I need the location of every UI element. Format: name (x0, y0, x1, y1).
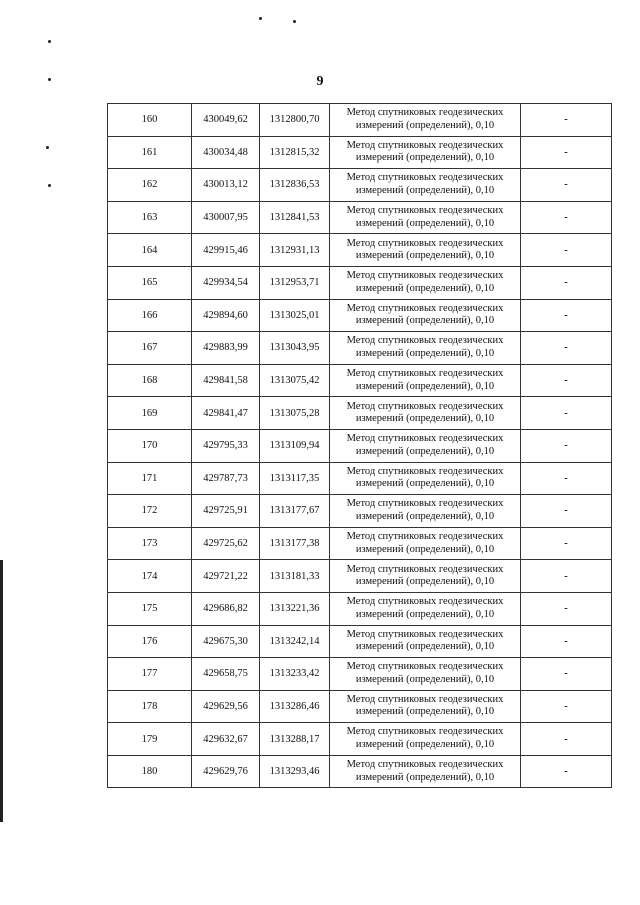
method-cell (330, 332, 521, 365)
method-cell (330, 429, 521, 462)
table-row (108, 364, 612, 397)
method-line-1: Метод спутниковых геодезических (346, 563, 504, 575)
method-line-2: измерений (определений), 0,10 (355, 413, 495, 425)
method-cell (330, 755, 521, 788)
description-cell: - (521, 723, 612, 756)
x-coordinate-cell: 429629,56 (192, 690, 260, 723)
table-row (108, 136, 612, 169)
method-line-1: Метод спутниковых геодезических (346, 693, 504, 705)
method-cell (330, 397, 521, 430)
method-cell (330, 625, 521, 658)
method-line-2: измерений (определений), 0,10 (355, 771, 495, 783)
method-line-2: измерений (определений), 0,10 (355, 315, 495, 327)
x-coordinate-cell: 429795,33 (192, 429, 260, 462)
y-coordinate-cell: 1312836,53 (260, 169, 330, 202)
x-coordinate-cell: 430049,62 (192, 104, 260, 137)
description-cell: - (521, 690, 612, 723)
table-row (108, 658, 612, 691)
x-coordinate-cell: 430007,95 (192, 201, 260, 234)
method-line-2: измерений (определений), 0,10 (355, 673, 495, 685)
method-cell (330, 201, 521, 234)
method-cell (330, 266, 521, 299)
method-line-2: измерений (определений), 0,10 (355, 608, 495, 620)
description-cell: - (521, 462, 612, 495)
point-number-cell: 180 (108, 755, 192, 788)
method-line-1: Метод спутниковых геодезических (346, 628, 504, 640)
table-row (108, 234, 612, 267)
method-cell (330, 462, 521, 495)
description-cell: - (521, 625, 612, 658)
x-coordinate-cell: 429841,58 (192, 364, 260, 397)
table-row (108, 462, 612, 495)
method-line-1: Метод спутниковых геодезических (346, 726, 504, 738)
table-row (108, 397, 612, 430)
table-row (108, 266, 612, 299)
point-number-cell: 165 (108, 266, 192, 299)
method-line-1: Метод спутниковых геодезических (346, 302, 504, 314)
method-cell (330, 527, 521, 560)
method-line-1: Метод спутниковых геодезических (346, 530, 504, 542)
point-number-cell: 167 (108, 332, 192, 365)
y-coordinate-cell: 1313025,01 (260, 299, 330, 332)
method-line-1: Метод спутниковых геодезических (346, 498, 504, 510)
point-number-cell: 168 (108, 364, 192, 397)
x-coordinate-cell: 429915,46 (192, 234, 260, 267)
method-line-2: измерений (определений), 0,10 (355, 576, 495, 588)
point-number-cell: 176 (108, 625, 192, 658)
method-cell (330, 364, 521, 397)
x-coordinate-cell: 429725,91 (192, 495, 260, 528)
table-row (108, 495, 612, 528)
method-line-1: Метод спутниковых геодезических (346, 237, 504, 249)
description-cell: - (521, 527, 612, 560)
y-coordinate-cell: 1313181,33 (260, 560, 330, 593)
method-line-2: измерений (определений), 0,10 (355, 445, 495, 457)
y-coordinate-cell: 1312815,32 (260, 136, 330, 169)
method-line-1: Метод спутниковых геодезических (346, 335, 504, 347)
method-line-1: Метод спутниковых геодезических (346, 139, 504, 151)
point-number-cell: 162 (108, 169, 192, 202)
table-row (108, 104, 612, 137)
method-cell (330, 690, 521, 723)
point-number-cell: 178 (108, 690, 192, 723)
point-number-cell: 174 (108, 560, 192, 593)
description-cell: - (521, 266, 612, 299)
y-coordinate-cell: 1313286,46 (260, 690, 330, 723)
method-line-2: измерений (определений), 0,10 (355, 510, 495, 522)
point-number-cell: 160 (108, 104, 192, 137)
x-coordinate-cell: 429934,54 (192, 266, 260, 299)
y-coordinate-cell: 1313075,42 (260, 364, 330, 397)
method-line-2: измерений (определений), 0,10 (355, 250, 495, 262)
scan-mark (48, 184, 51, 187)
method-line-1: Метод спутниковых геодезических (346, 433, 504, 445)
table-row (108, 527, 612, 560)
method-cell (330, 234, 521, 267)
method-line-2: измерений (определений), 0,10 (355, 641, 495, 653)
method-line-1: Метод спутниковых геодезических (346, 759, 504, 771)
scan-mark (259, 17, 262, 20)
description-cell: - (521, 429, 612, 462)
x-coordinate-cell: 429894,60 (192, 299, 260, 332)
description-cell: - (521, 332, 612, 365)
coordinates-table-body (108, 104, 612, 788)
description-cell: - (521, 104, 612, 137)
method-line-1: Метод спутниковых геодезических (346, 204, 504, 216)
description-cell: - (521, 364, 612, 397)
table-row (108, 755, 612, 788)
method-line-2: измерений (определений), 0,10 (355, 282, 495, 294)
method-line-2: измерений (определений), 0,10 (355, 739, 495, 751)
method-cell (330, 723, 521, 756)
table-row (108, 332, 612, 365)
description-cell: - (521, 299, 612, 332)
y-coordinate-cell: 1313043,95 (260, 332, 330, 365)
y-coordinate-cell: 1312931,13 (260, 234, 330, 267)
description-cell: - (521, 592, 612, 625)
point-number-cell: 175 (108, 592, 192, 625)
description-cell: - (521, 397, 612, 430)
description-cell: - (521, 201, 612, 234)
method-line-2: измерений (определений), 0,10 (355, 347, 495, 359)
point-number-cell: 161 (108, 136, 192, 169)
description-cell: - (521, 755, 612, 788)
table-row (108, 592, 612, 625)
y-coordinate-cell: 1313177,38 (260, 527, 330, 560)
method-cell (330, 592, 521, 625)
method-cell (330, 658, 521, 691)
table-row (108, 169, 612, 202)
method-line-2: измерений (определений), 0,10 (355, 380, 495, 392)
x-coordinate-cell: 429787,73 (192, 462, 260, 495)
x-coordinate-cell: 429721,22 (192, 560, 260, 593)
method-line-1: Метод спутниковых геодезических (346, 465, 504, 477)
method-line-2: измерений (определений), 0,10 (355, 478, 495, 490)
point-number-cell: 173 (108, 527, 192, 560)
method-cell (330, 560, 521, 593)
method-cell (330, 136, 521, 169)
scan-mark (48, 40, 51, 43)
x-coordinate-cell: 429841,47 (192, 397, 260, 430)
y-coordinate-cell: 1313242,14 (260, 625, 330, 658)
x-coordinate-cell: 429675,30 (192, 625, 260, 658)
scan-mark (46, 146, 49, 149)
method-line-1: Метод спутниковых геодезических (346, 172, 504, 184)
description-cell: - (521, 658, 612, 691)
table-row (108, 690, 612, 723)
method-line-1: Метод спутниковых геодезических (346, 596, 504, 608)
point-number-cell: 163 (108, 201, 192, 234)
x-coordinate-cell: 429658,75 (192, 658, 260, 691)
x-coordinate-cell: 430034,48 (192, 136, 260, 169)
x-coordinate-cell: 429883,99 (192, 332, 260, 365)
y-coordinate-cell: 1313075,28 (260, 397, 330, 430)
y-coordinate-cell: 1313117,35 (260, 462, 330, 495)
method-line-1: Метод спутниковых геодезических (346, 661, 504, 673)
method-line-2: измерений (определений), 0,10 (355, 543, 495, 555)
y-coordinate-cell: 1313233,42 (260, 658, 330, 691)
description-cell: - (521, 234, 612, 267)
x-coordinate-cell: 429632,67 (192, 723, 260, 756)
table-row (108, 723, 612, 756)
x-coordinate-cell: 430013,12 (192, 169, 260, 202)
x-coordinate-cell: 429725,62 (192, 527, 260, 560)
method-line-1: Метод спутниковых геодезических (346, 107, 504, 119)
method-line-2: измерений (определений), 0,10 (355, 119, 495, 131)
point-number-cell: 171 (108, 462, 192, 495)
table-row (108, 201, 612, 234)
method-line-1: Метод спутниковых геодезических (346, 367, 504, 379)
x-coordinate-cell: 429686,82 (192, 592, 260, 625)
method-cell (330, 169, 521, 202)
table-row (108, 560, 612, 593)
table-row (108, 625, 612, 658)
point-number-cell: 164 (108, 234, 192, 267)
x-coordinate-cell: 429629,76 (192, 755, 260, 788)
method-line-2: измерений (определений), 0,10 (355, 706, 495, 718)
method-line-1: Метод спутниковых геодезических (346, 400, 504, 412)
method-cell (330, 104, 521, 137)
description-cell: - (521, 136, 612, 169)
description-cell: - (521, 560, 612, 593)
y-coordinate-cell: 1313177,67 (260, 495, 330, 528)
binding-edge (0, 560, 3, 822)
table-row (108, 429, 612, 462)
y-coordinate-cell: 1313109,94 (260, 429, 330, 462)
point-number-cell: 179 (108, 723, 192, 756)
table-row (108, 299, 612, 332)
method-cell (330, 495, 521, 528)
y-coordinate-cell: 1313293,46 (260, 755, 330, 788)
y-coordinate-cell: 1313288,17 (260, 723, 330, 756)
point-number-cell: 169 (108, 397, 192, 430)
method-line-1: Метод спутниковых геодезических (346, 270, 504, 282)
y-coordinate-cell: 1313221,36 (260, 592, 330, 625)
point-number-cell: 166 (108, 299, 192, 332)
scan-mark (293, 20, 296, 23)
y-coordinate-cell: 1312953,71 (260, 266, 330, 299)
point-number-cell: 172 (108, 495, 192, 528)
description-cell: - (521, 169, 612, 202)
method-line-2: измерений (определений), 0,10 (355, 184, 495, 196)
point-number-cell: 177 (108, 658, 192, 691)
description-cell: - (521, 495, 612, 528)
method-cell (330, 299, 521, 332)
y-coordinate-cell: 1312841,53 (260, 201, 330, 234)
method-line-2: измерений (определений), 0,10 (355, 152, 495, 164)
point-number-cell: 170 (108, 429, 192, 462)
page-number: 9 (316, 74, 324, 89)
y-coordinate-cell: 1312800,70 (260, 104, 330, 137)
method-line-2: измерений (определений), 0,10 (355, 217, 495, 229)
coordinates-table (107, 103, 612, 788)
